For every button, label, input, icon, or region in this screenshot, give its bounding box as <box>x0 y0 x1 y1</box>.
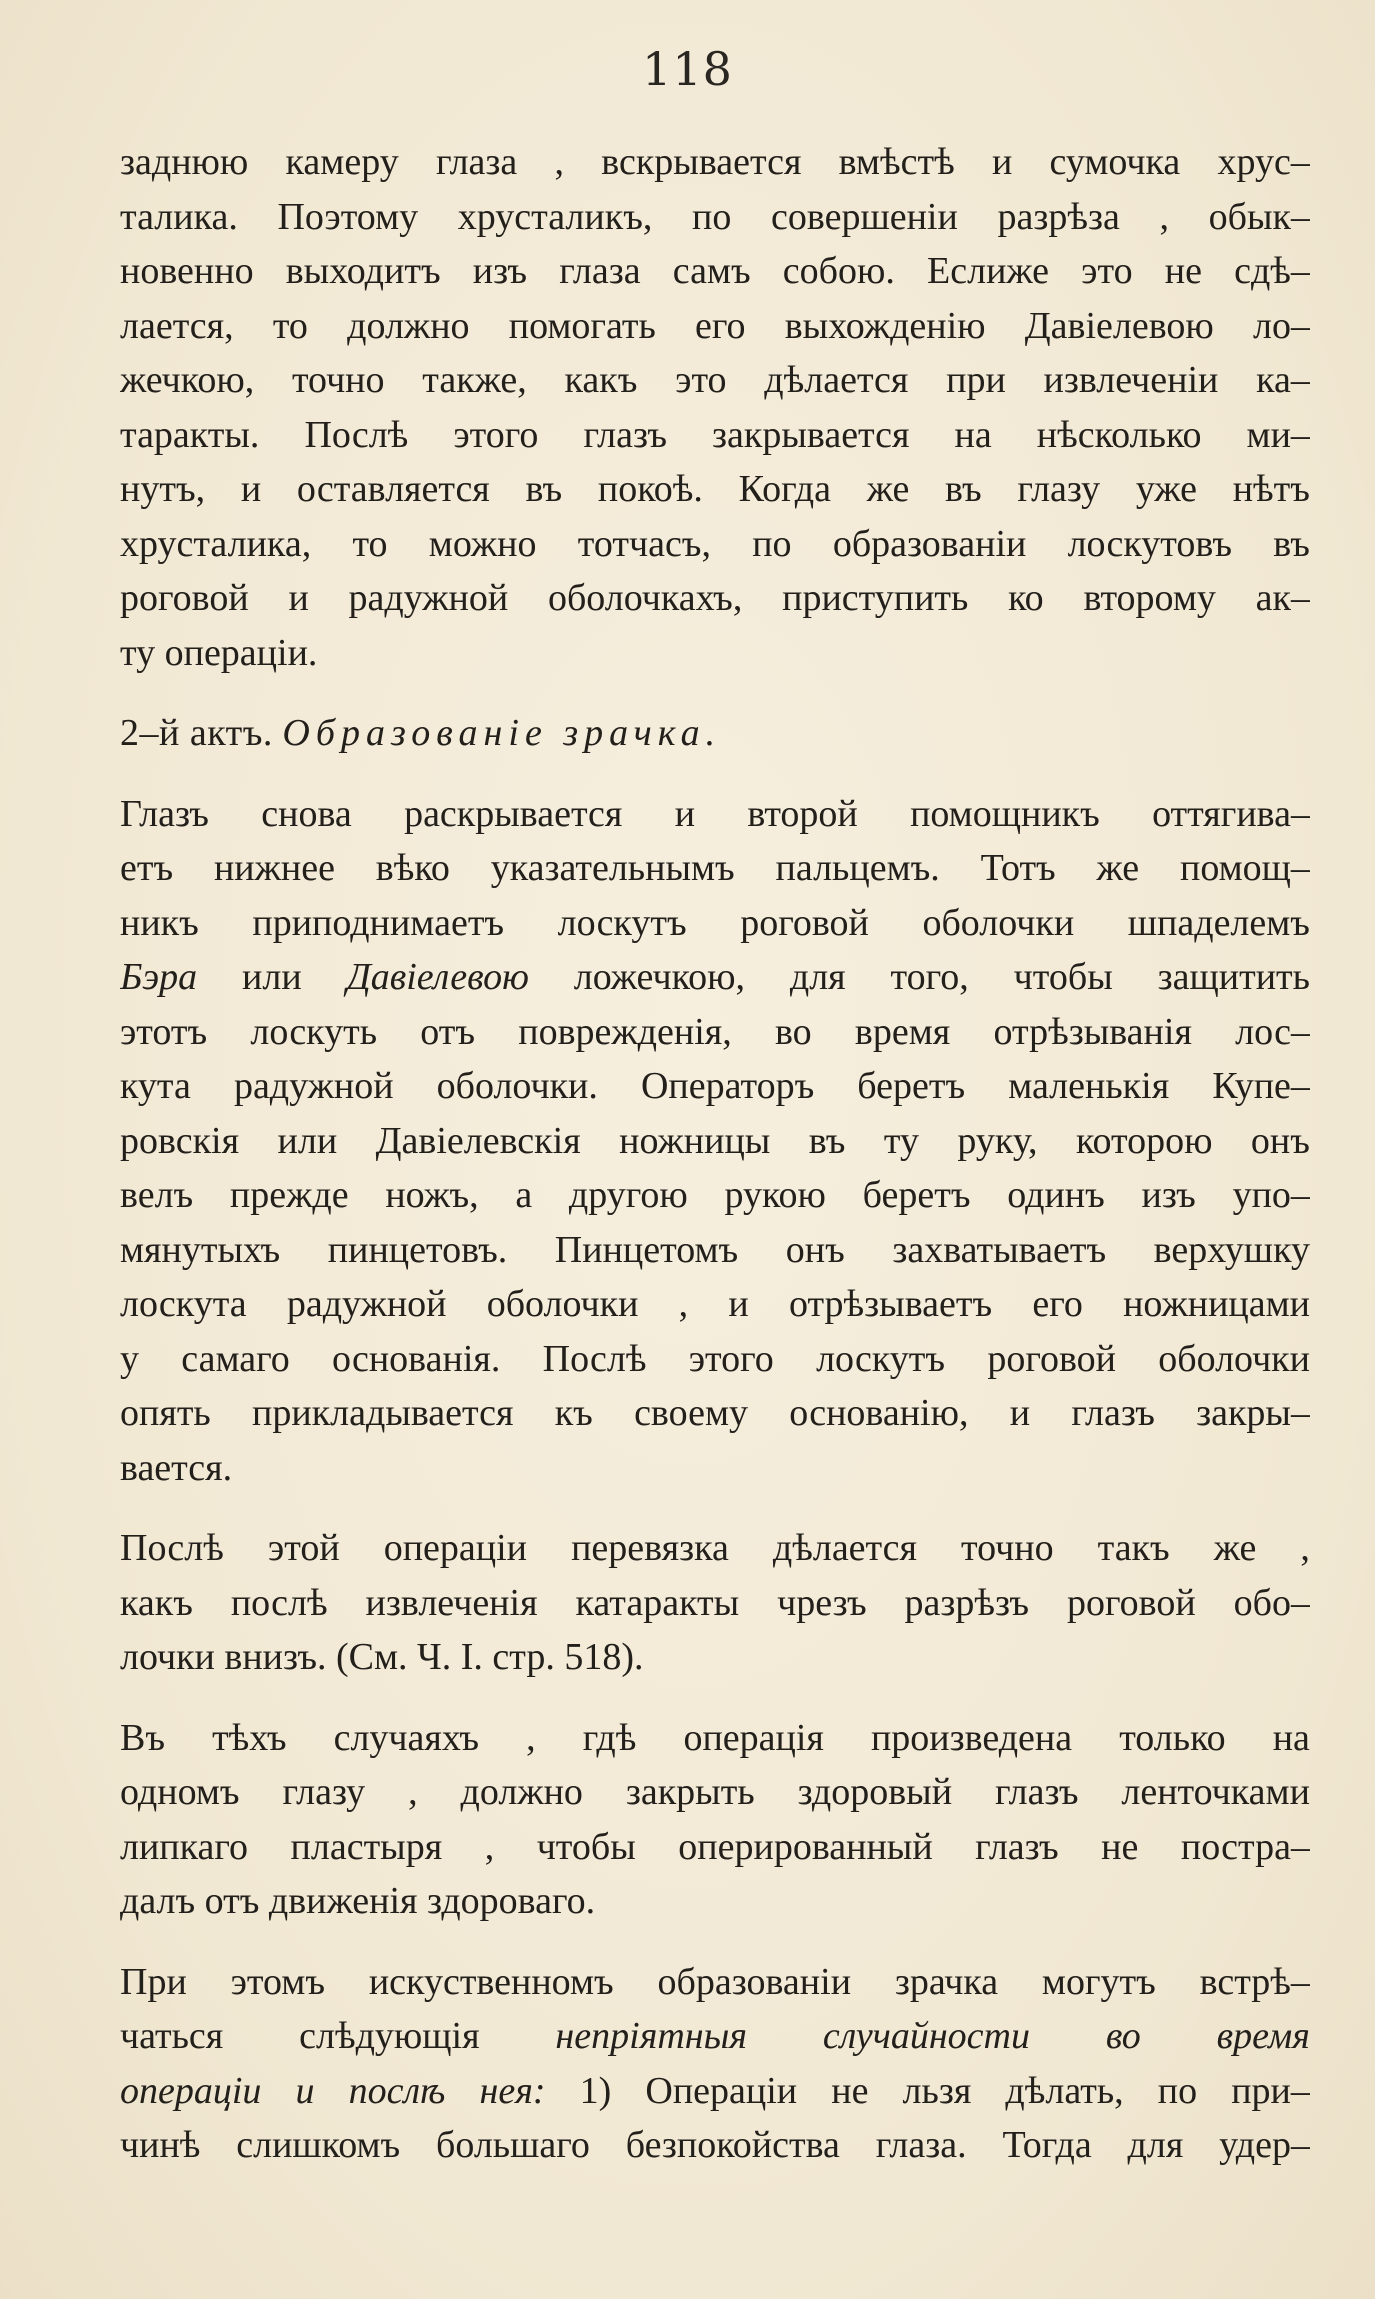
text-line: таракты. Послѣ этого глазъ закрывается на нѣсколько ми– <box>120 413 1310 456</box>
text-line: кута радужной оболочки. Операторъ беретъ маленькія Купе– <box>120 1065 1310 1107</box>
text-line: одномъ глазу , должно закрыть здоровый глазъ ленточками <box>120 1771 1310 1813</box>
text-fragment: не <box>831 2069 869 2112</box>
text-line: Въ тѣхъ случаяхъ , гдѣ операція произведена только на <box>120 1716 1310 1759</box>
text-fragment: по <box>1157 2069 1198 2112</box>
text-line: велъ прежде ножъ, а другою рукою беретъ одинъ изъ упо– <box>120 1174 1310 1216</box>
text-fragment: Операціи <box>645 2069 798 2112</box>
text-line: опять прикладывается къ своему основанію, и глазъ закры– <box>120 1392 1310 1434</box>
text-line: далъ отъ движенія здороваго. <box>120 1880 596 1922</box>
text-line: роговой и радужной оболочкахъ, приступить ко второму ак– <box>120 577 1310 619</box>
text-line <box>120 2009 1310 2064</box>
italic-phrase: и <box>295 2069 315 2112</box>
text-line: При этомъ искуственномъ образованіи зрачка могутъ встрѣ– <box>120 1960 1310 2003</box>
text-line: какъ послѣ извлеченія катаракты чрезъ разрѣзъ роговой обо– <box>120 1581 1310 1624</box>
italic-phrase: нея: <box>479 2069 546 2112</box>
text-line: жечкою, точно также, какъ это дѣлается при извлеченіи ка– <box>120 359 1310 401</box>
text-line: чинѣ слишкомъ большаго безпокойства глаза. Тогда для удер– <box>120 2124 1310 2166</box>
italic-phrase: случайности <box>822 2015 1030 2057</box>
text-fragment: 1) <box>579 2069 612 2112</box>
text-line: никъ приподнимаетъ лоскутъ роговой оболочки шпаделемъ <box>120 901 1310 944</box>
text-line: этотъ лоскуть отъ поврежденія, во время отрѣзыванія лос– <box>120 1010 1310 1053</box>
text-fragment: чаться <box>120 2015 224 2057</box>
text-line <box>120 2064 1310 2119</box>
text-line: вается. <box>120 1446 233 1489</box>
text-line: Бэра или Давіелевою ложечкою, для того, чтобы защитить <box>120 950 1310 1005</box>
text-line: лочки внизъ. (См. Ч. I. стр. 518). <box>120 1636 644 1678</box>
text-line: етъ нижнее вѣко указательнымъ пальцемъ. Тотъ же помощ– <box>120 847 1310 889</box>
page-number: 118 <box>642 42 733 96</box>
italic-phrase: время <box>1216 2015 1310 2057</box>
text-line: Послѣ этой операціи перевязка дѣлается точно такъ же , <box>120 1527 1310 1569</box>
text-fragment: слѣдующія <box>299 2015 480 2057</box>
act-number: 2–й актъ. <box>120 712 273 754</box>
text-line: липкаго пластыря , чтобы оперированный глазъ не постра– <box>120 1825 1310 1868</box>
page-body <box>120 135 1310 2173</box>
text-line: талика. Поэтому хрусталикъ, по совершеніи разрѣза , обык– <box>120 195 1310 238</box>
italic-phrase: операціи <box>120 2069 262 2112</box>
italic-phrase: во <box>1105 2015 1141 2057</box>
text-line: хрусталика, то можно тотчасъ, по образованіи лоскутовъ въ <box>120 522 1310 565</box>
italic-phrase: непріятныя <box>555 2015 748 2057</box>
text-line: мянутыхъ пинцетовъ. Пинцетомъ онъ захватываетъ верхушку <box>120 1228 1310 1271</box>
section-heading <box>120 706 1310 761</box>
text-line: Глазъ снова раскрывается и второй помощникъ оттягива– <box>120 792 1310 835</box>
paragraph <box>120 1955 1310 2173</box>
paragraph <box>120 1711 1310 1929</box>
paragraph <box>120 135 1310 680</box>
act-title: Образованіе зрачка. <box>282 712 722 754</box>
text-line: ровскія или Давіелевскія ножницы въ ту руку, которою онъ <box>120 1119 1310 1162</box>
text-fragment: дѣлать, <box>1005 2069 1124 2112</box>
text-fragment: льзя <box>902 2069 972 2112</box>
text-line: лоскута радужной оболочки , и отрѣзываетъ его ножницами <box>120 1283 1310 1325</box>
text-line: лается, то должно помогать его выхожденію Давіелевою ло– <box>120 304 1310 347</box>
italic-word: Бэра <box>120 956 198 998</box>
text-line: ту операціи. <box>120 631 318 674</box>
paragraph <box>120 1521 1310 1685</box>
text-fragment: при– <box>1231 2069 1310 2112</box>
italic-phrase: послѣ <box>348 2069 446 2112</box>
text-line: у самаго основанія. Послѣ этого лоскутъ роговой оболочки <box>120 1337 1310 1380</box>
text-line: нутъ, и оставляется въ покоѣ. Когда же въ глазу уже нѣтъ <box>120 468 1310 510</box>
text-line: заднюю камеру глаза , вскрывается вмѣстѣ и сумочка хрус– <box>120 141 1310 183</box>
paragraph <box>120 787 1310 1496</box>
text-line: новенно выходитъ изъ глаза самъ собою. Еслиже это не сдѣ– <box>120 250 1310 292</box>
italic-word: Давіелевою <box>346 956 529 998</box>
